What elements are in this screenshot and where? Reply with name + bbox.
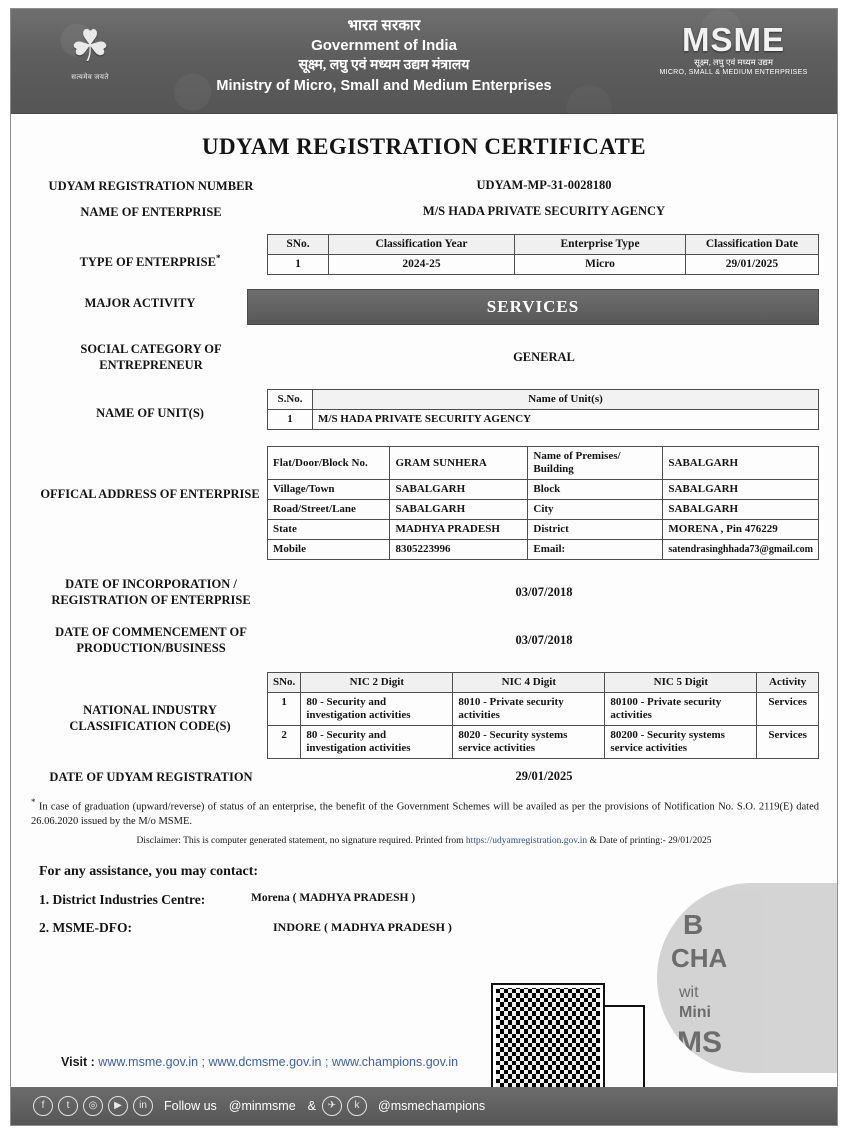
certificate-sheet bbox=[10, 8, 838, 1126]
cell-addr-key2-1: Name of Premises/ Building bbox=[528, 447, 663, 480]
enterprise-type-table bbox=[267, 234, 819, 275]
qr-code[interactable] bbox=[491, 983, 605, 1097]
row-commencement-date bbox=[11, 624, 837, 656]
cell-sno: 1 bbox=[268, 255, 329, 275]
table-header-row bbox=[268, 390, 819, 410]
cell-addr-key-2: Village/Town bbox=[268, 480, 390, 500]
unit-table bbox=[267, 389, 819, 430]
handle-minmsme[interactable]: @minmsme bbox=[228, 1099, 296, 1113]
label-enterprise-type bbox=[11, 234, 267, 270]
table-header-row bbox=[268, 673, 819, 693]
telegram-icon[interactable]: ✈ bbox=[322, 1096, 342, 1116]
label-social-category: SOCIAL CATEGORY OF ENTREPRENEUR bbox=[80, 342, 222, 372]
cell-nic-activity-1: Services bbox=[757, 693, 819, 726]
address-table bbox=[267, 446, 819, 560]
contact-label-dfo: 2. MSME-DFO: bbox=[39, 919, 132, 935]
cell-classification-date: 29/01/2025 bbox=[686, 255, 819, 275]
value-commencement-date: 03/07/2018 bbox=[515, 633, 573, 647]
cell-addr-val2-5: satendrasinghhada73@gmail.com bbox=[663, 540, 819, 560]
nic-table-wrap bbox=[267, 672, 837, 759]
cell-addr-key-4: State bbox=[268, 520, 390, 540]
row-enterprise-type bbox=[11, 234, 837, 275]
cell-nic-2digit-1: 80 - Security and investigation activities bbox=[301, 693, 453, 726]
cell-addr-key2-5: Email: bbox=[528, 540, 663, 560]
disclaimer bbox=[11, 829, 837, 848]
cell-classification-year: 2024-25 bbox=[329, 255, 515, 275]
label-registration-number: UDYAM REGISTRATION NUMBER bbox=[48, 179, 254, 193]
cell-unit-name: M/S HADA PRIVATE SECURITY AGENCY bbox=[313, 410, 819, 430]
cell-addr-key-3: Road/Street/Lane bbox=[268, 500, 390, 520]
msme-wordmark: MSME bbox=[682, 21, 785, 58]
label-official-address: OFFICAL ADDRESS OF ENTERPRISE bbox=[40, 487, 260, 501]
row-registration-number bbox=[11, 178, 837, 194]
contact-value-dic: Morena ( MADHYA PRADESH ) bbox=[251, 891, 416, 904]
cell-nic-2digit-2: 80 - Security and investigation activities bbox=[301, 726, 453, 759]
emblem-motto: सत्यमेव जयते bbox=[71, 73, 109, 81]
cell-nic-sno-2: 2 bbox=[268, 726, 301, 759]
cell-addr-key2-4: District bbox=[528, 520, 663, 540]
th-unit-name: Name of Unit(s) bbox=[313, 390, 819, 410]
visit-line bbox=[61, 1055, 458, 1069]
qr-code-pattern bbox=[496, 988, 600, 1092]
row-nic-codes bbox=[11, 672, 837, 759]
th-sno: SNo. bbox=[268, 235, 329, 255]
disclaimer-pre: Disclaimer: This is computer generated statement, no signature required. Printed from bbox=[136, 835, 466, 846]
cell-addr-val-3: SABALGARH bbox=[390, 500, 528, 520]
table-header-row bbox=[268, 235, 819, 255]
th-nic-2digit: NIC 2 Digit bbox=[301, 673, 453, 693]
unit-table-wrap bbox=[267, 389, 837, 430]
contact-value-dfo: INDORE ( MADHYA PRADESH ) bbox=[273, 919, 452, 934]
row-name-of-units bbox=[11, 389, 837, 430]
cell-addr-key2-2: Block bbox=[528, 480, 663, 500]
footer-social-bar bbox=[11, 1087, 837, 1125]
cell-addr-val2-4: MORENA , Pin 476229 bbox=[663, 520, 819, 540]
twitter-icon[interactable]: t bbox=[58, 1096, 78, 1116]
table-row bbox=[268, 255, 819, 275]
label-major-activity: MAJOR ACTIVITY bbox=[84, 296, 196, 310]
label-name-of-units: NAME OF UNIT(S) bbox=[96, 406, 204, 420]
follow-us-text: Follow us bbox=[164, 1099, 217, 1113]
table-row bbox=[268, 520, 819, 540]
cell-nic-sno-1: 1 bbox=[268, 693, 301, 726]
linkedin-icon[interactable]: in bbox=[133, 1096, 153, 1116]
champions-line-4: Mini bbox=[679, 1004, 711, 1021]
document-header bbox=[11, 9, 837, 114]
facebook-icon[interactable]: f bbox=[33, 1096, 53, 1116]
cell-addr-val-5: 8305223996 bbox=[390, 540, 528, 560]
value-udyam-reg-date: 29/01/2025 bbox=[515, 769, 573, 783]
cell-addr-key-5: Mobile bbox=[268, 540, 390, 560]
th-nic-4digit: NIC 4 Digit bbox=[453, 673, 605, 693]
cell-enterprise-type: Micro bbox=[515, 255, 686, 275]
champions-line-2: CHA bbox=[671, 943, 728, 973]
label-nic-codes: NATIONAL INDUSTRY CLASSIFICATION CODE(S) bbox=[69, 703, 231, 733]
graduation-footnote bbox=[11, 791, 837, 829]
disclaimer-link[interactable]: https://udyamregistration.gov.in bbox=[465, 835, 588, 846]
label-incorporation-date: DATE OF INCORPORATION / REGISTRATION OF ENTERPRISE bbox=[51, 577, 251, 607]
table-row bbox=[268, 447, 819, 480]
table-row bbox=[268, 480, 819, 500]
instagram-icon[interactable]: ◎ bbox=[83, 1096, 103, 1116]
th-enterprise-type: Enterprise Type bbox=[515, 235, 686, 255]
cell-nic-5digit-2: 80200 - Security systems service activities bbox=[605, 726, 757, 759]
cell-addr-val2-1: SABALGARH bbox=[663, 447, 819, 480]
champions-graphic bbox=[657, 883, 837, 1073]
cell-addr-val-4: MADHYA PRADESH bbox=[390, 520, 528, 540]
label-enterprise-type-text: TYPE OF ENTERPRISE bbox=[79, 255, 216, 270]
table-row bbox=[268, 410, 819, 430]
value-registration-number: UDYAM-MP-31-0028180 bbox=[476, 178, 612, 192]
ministry-hindi: सूक्ष्म, लघु एवं मध्यम उद्यम मंत्रालय bbox=[298, 58, 470, 73]
row-udyam-reg-date bbox=[11, 769, 837, 785]
th-nic-5digit: NIC 5 Digit bbox=[605, 673, 757, 693]
page-title: UDYAM REGISTRATION CERTIFICATE bbox=[201, 134, 646, 159]
label-enterprise-name: NAME OF ENTERPRISE bbox=[80, 205, 222, 219]
ministry-english: Ministry of Micro, Small and Medium Enterprises bbox=[216, 78, 552, 94]
cell-nic-5digit-1: 80100 - Private security activities bbox=[605, 693, 757, 726]
koo-icon[interactable]: k bbox=[347, 1096, 367, 1116]
cell-addr-val2-2: SABALGARH bbox=[663, 480, 819, 500]
cell-addr-val-1: GRAM SUNHERA bbox=[390, 447, 528, 480]
cell-addr-key2-3: City bbox=[528, 500, 663, 520]
th-nic-sno: SNo. bbox=[268, 673, 301, 693]
ampersand: & bbox=[307, 1099, 316, 1113]
cell-addr-key-1: Flat/Door/Block No. bbox=[268, 447, 390, 480]
table-row bbox=[268, 500, 819, 520]
footnote-text: In case of graduation (upward/reverse) of status of an enterprise, the benefit of the Government Schemes will be availed as per the provisions of Notification No. S.O. 2119(E) dated 26.06.2020 issued by the M/o MSME. bbox=[31, 801, 819, 827]
emblem-glyph: ☘ bbox=[70, 22, 110, 71]
th-classification-date: Classification Date bbox=[686, 235, 819, 255]
assistance-heading: For any assistance, you may contact: bbox=[39, 863, 259, 879]
footnote-asterisk: * bbox=[31, 797, 36, 807]
cell-nic-activity-2: Services bbox=[757, 726, 819, 759]
th-unit-sno: S.No. bbox=[268, 390, 313, 410]
asterisk-marker: * bbox=[215, 253, 221, 263]
row-incorporation-date bbox=[11, 576, 837, 608]
nic-table bbox=[267, 672, 819, 759]
row-enterprise-name bbox=[11, 204, 837, 220]
youtube-icon[interactable]: ▶ bbox=[108, 1096, 128, 1116]
row-official-address bbox=[11, 446, 837, 560]
header-titles bbox=[131, 17, 637, 96]
visit-label: Visit : bbox=[61, 1055, 95, 1069]
cell-nic-4digit-1: 8010 - Private security activities bbox=[453, 693, 605, 726]
major-activity-wrap bbox=[247, 289, 837, 325]
label-commencement-date: DATE OF COMMENCEMENT OF PRODUCTION/BUSINESS bbox=[55, 625, 247, 655]
visit-links[interactable]: www.msme.gov.in ; www.dcmsme.gov.in ; www.champions.gov.in bbox=[98, 1055, 459, 1069]
value-incorporation-date: 03/07/2018 bbox=[515, 585, 573, 599]
msme-logo bbox=[656, 23, 811, 78]
government-hindi: भारत सरकार bbox=[347, 18, 421, 34]
champions-line-1: B bbox=[683, 909, 704, 940]
champions-line-5: MS bbox=[677, 1026, 722, 1059]
row-major-activity bbox=[11, 289, 837, 325]
label-udyam-reg-date: DATE OF UDYAM REGISTRATION bbox=[49, 770, 253, 784]
th-classification-year: Classification Year bbox=[329, 235, 515, 255]
table-row bbox=[268, 693, 819, 726]
row-social-category bbox=[11, 341, 837, 373]
enterprise-type-table-wrap bbox=[267, 234, 837, 275]
msme-sub-hindi: सूक्ष्म, लघु एवं मध्यम उद्यम bbox=[694, 57, 773, 67]
contact-label-dic: 1. District Industries Centre: bbox=[39, 891, 206, 907]
table-row bbox=[268, 726, 819, 759]
cell-addr-val-2: SABALGARH bbox=[390, 480, 528, 500]
government-english: Government of India bbox=[311, 37, 457, 54]
msme-sub-english: MICRO, SMALL & MEDIUM ENTERPRISES bbox=[659, 69, 808, 76]
address-table-wrap bbox=[267, 446, 837, 560]
cell-unit-sno: 1 bbox=[268, 410, 313, 430]
th-nic-activity: Activity bbox=[757, 673, 819, 693]
disclaimer-post: & Date of printing:- 29/01/2025 bbox=[587, 835, 712, 846]
table-row bbox=[268, 540, 819, 560]
value-major-activity: SERVICES bbox=[247, 289, 819, 325]
champions-line-3: wit bbox=[679, 984, 699, 1001]
cell-addr-val2-3: SABALGARH bbox=[663, 500, 819, 520]
handle-msmechampions: @msmechampions bbox=[378, 1099, 486, 1113]
cell-nic-4digit-2: 8020 - Security systems service activities bbox=[453, 726, 605, 759]
value-enterprise-name: M/S HADA PRIVATE SECURITY AGENCY bbox=[422, 204, 666, 218]
value-social-category: GENERAL bbox=[513, 350, 575, 364]
national-emblem-icon bbox=[61, 21, 119, 101]
